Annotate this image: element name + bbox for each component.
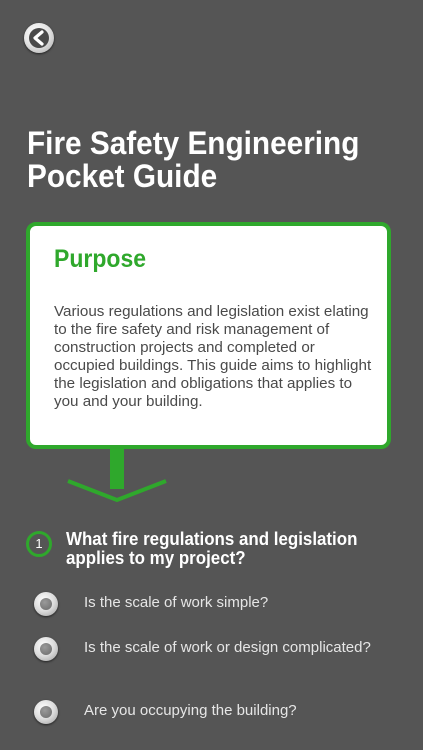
radio-button-icon[interactable] — [34, 637, 58, 661]
option-label: Are you occupying the building? — [84, 702, 297, 719]
down-arrow-icon — [66, 449, 170, 505]
radio-button-icon[interactable] — [34, 592, 58, 616]
purpose-body-text: Various regulations and legislation exist elating to the fire safety and risk management of construction projects and completed or occupied buildings. This guide aims to highlight the legislation and obligations that applies to you and your building. — [54, 303, 372, 410]
back-arrow-icon — [24, 23, 54, 53]
question-number-badge: 1 — [26, 531, 52, 557]
page-title: Fire Safety Engineering Pocket Guide — [27, 125, 360, 194]
option-label: Is the scale of work or design complicated? — [84, 639, 371, 656]
option-label: Is the scale of work simple? — [84, 594, 269, 611]
purpose-heading: Purpose — [54, 245, 147, 273]
back-button[interactable] — [24, 23, 54, 53]
question-text: What fire regulations and legislation applies to my project? — [66, 529, 358, 568]
purpose-card — [26, 222, 391, 449]
radio-button-icon[interactable] — [34, 700, 58, 724]
